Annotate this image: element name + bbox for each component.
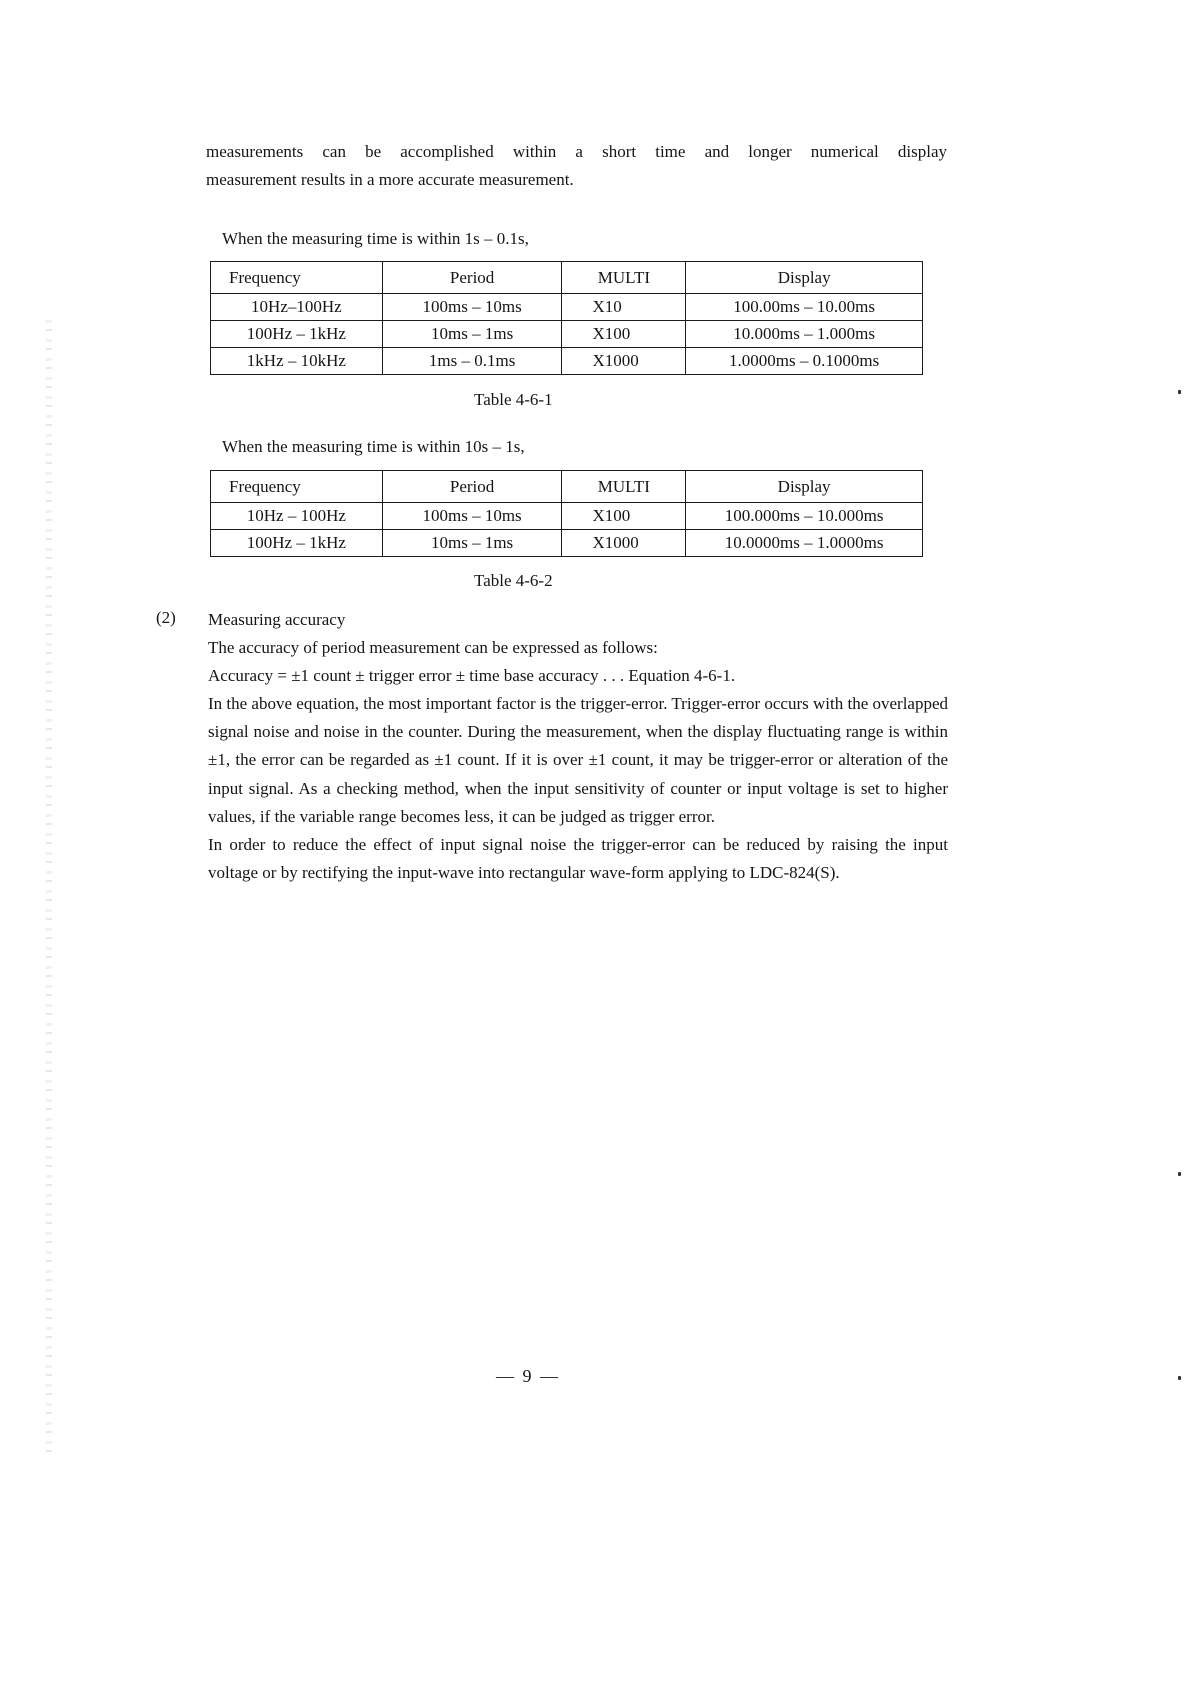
header-multi: MULTI [562, 471, 686, 503]
section-number: (2) [156, 608, 176, 627]
cell-display: 100.00ms – 10.00ms [686, 294, 923, 321]
table-row [211, 348, 923, 375]
table-header-row [211, 262, 923, 294]
table-2-caption: When the measuring time is within 10s – 1s, [222, 437, 525, 456]
table-row [211, 530, 923, 557]
header-frequency: Frequency [211, 262, 383, 294]
cell-multi: X1000 [562, 348, 686, 375]
cell-frequency: 10Hz–100Hz [211, 294, 383, 321]
cell-frequency: 100Hz – 1kHz [211, 530, 383, 557]
cell-multi: X100 [562, 503, 686, 530]
header-period: Period [382, 471, 562, 503]
intro-line-1: measurements can be accomplished within a short time and longer numerical display [206, 142, 947, 161]
cell-period: 100ms – 10ms [382, 294, 562, 321]
header-frequency: Frequency [211, 471, 383, 503]
cell-frequency: 1kHz – 10kHz [211, 348, 383, 375]
paragraph-noise-reduction: In order to reduce the effect of input signal noise the trigger-error can be reduced by raising the input voltage or by rectifying the input-wave into rectangular wave-form applying to LDC-824(S). [208, 834, 948, 882]
intro-line-2: measurement results in a more accurate measurement. [206, 170, 574, 189]
section-measuring-accuracy [208, 606, 948, 887]
table-row [211, 294, 923, 321]
cell-display: 10.000ms – 1.000ms [686, 321, 923, 348]
cell-multi: X1000 [562, 530, 686, 557]
scan-speck [1178, 1172, 1181, 1176]
paragraph-trigger-error: In the above equation, the most important factor is the trigger-error. Trigger-error occurs with the overlapped signal noise and noise in the counter. During the measurement, when the display fluctuating range is within ±1, the error can be regarded as ±1 count. If it is over ±1 count, it may be trigger-error or alteration of the input signal. As a checking method, when the input sensitivity of counter or input voltage is set to higher values, if the variable range becomes less, it can be judged as trigger error. [208, 694, 949, 826]
section-heading: Measuring accuracy [208, 610, 346, 629]
scan-binding-edge [46, 320, 52, 1460]
table-row [211, 321, 923, 348]
scan-speck [1178, 1376, 1181, 1380]
table-header-row [211, 471, 923, 503]
section-intro: The accuracy of period measurement can be expressed as follows: [208, 638, 658, 658]
scan-speck [1178, 390, 1181, 394]
page-number: — 9 — [496, 1366, 560, 1386]
table-1-caption: When the measuring time is within 1s – 0.1s, [222, 229, 529, 248]
header-multi: MULTI [562, 262, 686, 294]
table-4-6-2 [210, 470, 923, 557]
cell-display: 1.0000ms – 0.1000ms [686, 348, 923, 375]
cell-period: 1ms – 0.1ms [382, 348, 562, 375]
cell-frequency: 100Hz – 1kHz [211, 321, 383, 348]
cell-display: 10.0000ms – 1.0000ms [686, 530, 923, 557]
table-4-6-1 [210, 261, 923, 375]
cell-display: 100.000ms – 10.000ms [686, 503, 923, 530]
table-1-title: Table 4-6-1 [474, 390, 553, 409]
cell-multi: X10 [562, 294, 686, 321]
header-display: Display [686, 262, 923, 294]
table-row [211, 503, 923, 530]
table-2-title: Table 4-6-2 [474, 571, 553, 590]
header-period: Period [382, 262, 562, 294]
header-display: Display [686, 471, 923, 503]
cell-frequency: 10Hz – 100Hz [211, 503, 383, 530]
cell-period: 10ms – 1ms [382, 321, 562, 348]
cell-period: 10ms – 1ms [382, 530, 562, 557]
accuracy-equation: Accuracy = ±1 count ± trigger error ± time base accuracy . . . Equation 4-6-1. [208, 666, 736, 686]
cell-period: 100ms – 10ms [382, 503, 562, 530]
cell-multi: X100 [562, 321, 686, 348]
